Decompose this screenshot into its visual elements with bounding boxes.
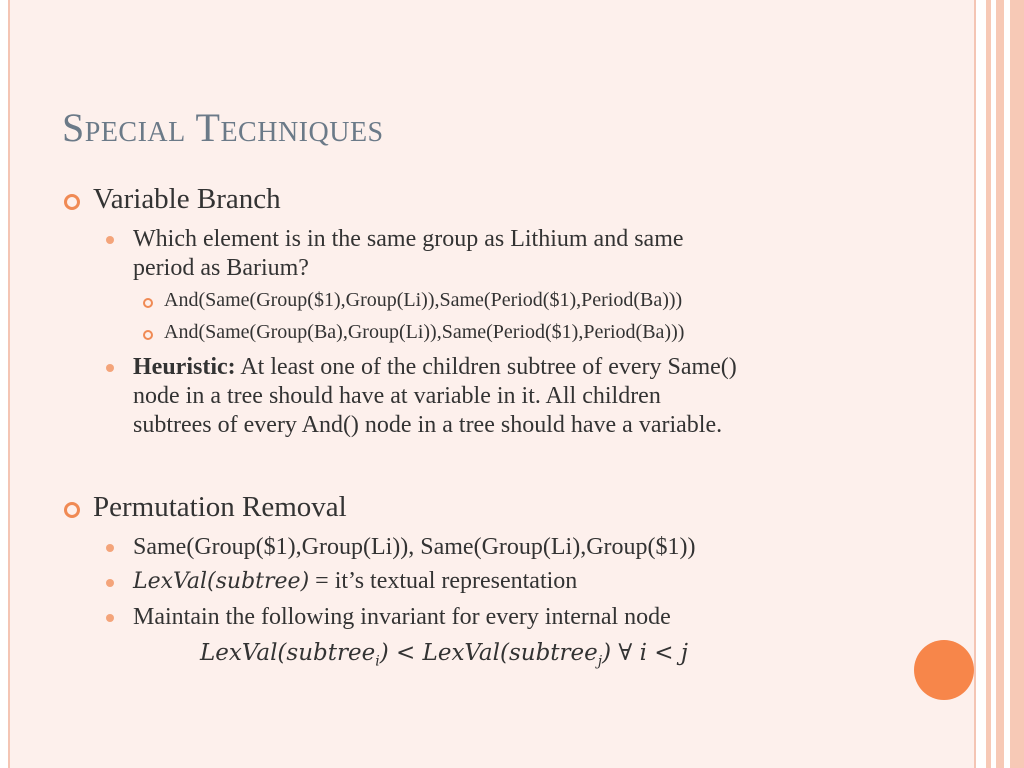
question-line: Which element is in the same group as Lithium and same — [133, 226, 684, 252]
bullet-icon — [106, 544, 114, 552]
heuristic-label: Heuristic: — [133, 354, 236, 380]
lexval-definition — [133, 567, 577, 596]
bullet-icon — [143, 330, 153, 340]
decor-stripe — [986, 0, 991, 768]
option-1: And(Same(Group($1),Group(Li)),Same(Period($1),Period(Ba))) — [164, 289, 683, 311]
lexval-text: = it’s textual representation — [309, 568, 578, 594]
bullet-icon — [106, 236, 114, 244]
invariant-text: Maintain the following invariant for every internal node — [133, 604, 671, 630]
bullet-icon — [64, 502, 80, 518]
formula-part: LexVal(subtree — [200, 640, 376, 666]
option-2: And(Same(Group(Ba),Group(Li)),Same(Period($1),Period(Ba))) — [164, 321, 685, 343]
decor-stripe — [1010, 0, 1024, 768]
heuristic-line: subtrees of every And() node in a tree should have a variable. — [133, 412, 723, 438]
permutation-example: Same(Group($1),Group(Li)), Same(Group(Li),Group($1)) — [133, 534, 696, 560]
bullet-icon — [106, 614, 114, 622]
heuristic-text — [133, 353, 737, 440]
decor-circle — [914, 640, 974, 700]
section-heading-variable-branch: Variable Branch — [93, 183, 281, 215]
invariant-formula — [200, 640, 688, 670]
question-text — [133, 225, 684, 283]
bullet-icon — [106, 579, 114, 587]
heuristic-line: At least one of the children subtree of every Same() — [235, 354, 737, 380]
formula-subscript: i — [375, 653, 380, 670]
section-heading-permutation-removal: Permutation Removal — [93, 491, 347, 523]
heuristic-line: node in a tree should have at variable in it. All children — [133, 383, 661, 409]
bullet-icon — [106, 364, 114, 372]
formula-part: ) ∀ i < j — [602, 640, 688, 666]
question-line: period as Barium? — [133, 255, 309, 281]
lexval-math: LexVal(subtree) — [133, 569, 310, 594]
formula-subscript: j — [597, 653, 603, 670]
decor-stripe — [996, 0, 1004, 768]
formula-part: ) < LexVal(subtree — [379, 640, 598, 666]
bullet-icon — [64, 194, 80, 210]
slide-title: Special Techniques — [62, 105, 384, 150]
bullet-icon — [143, 298, 153, 308]
